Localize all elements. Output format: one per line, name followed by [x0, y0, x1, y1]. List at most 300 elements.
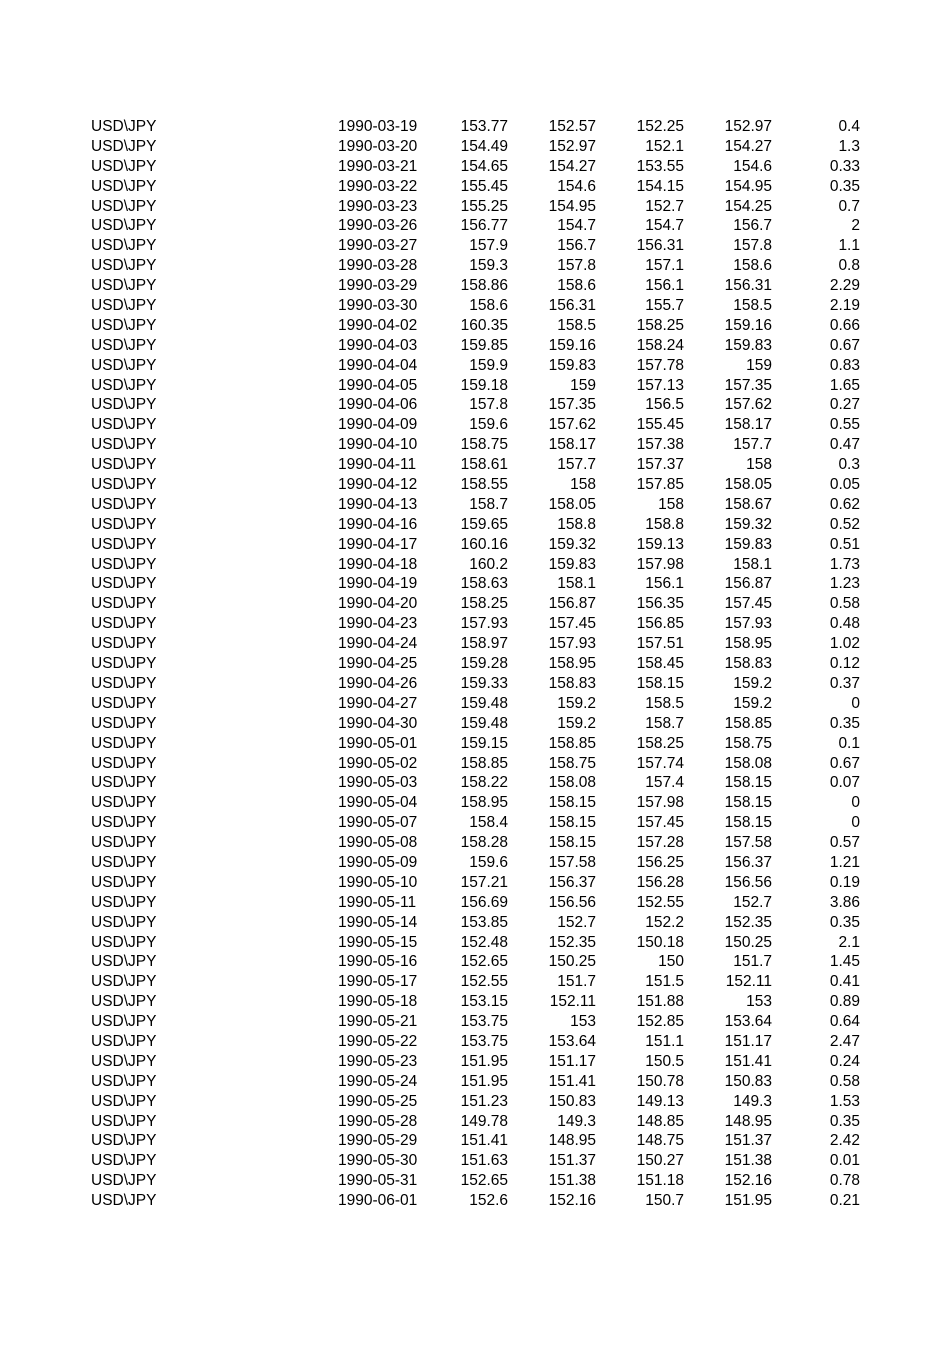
value-cell-5: 0.89 — [829, 993, 860, 1011]
value-cell-4: 157.45 — [724, 595, 772, 613]
value-cell-3: 151.5 — [645, 973, 684, 991]
table-row — [0, 435, 950, 455]
value-cell-5: 0.35 — [829, 714, 860, 732]
value-cell-3: 158.45 — [636, 655, 684, 673]
currency-pair-cell: USD\JPY — [91, 118, 157, 135]
table-row — [0, 972, 950, 992]
value-cell-5: 0.58 — [829, 595, 860, 613]
date-cell: 1990-04-17 — [338, 535, 418, 553]
value-cell-5: 0.1 — [838, 734, 860, 752]
currency-pair-cell: USD\JPY — [91, 873, 157, 891]
value-cell-1: 159.85 — [460, 336, 508, 354]
value-cell-4: 158.15 — [724, 794, 772, 812]
value-cell-4: 156.56 — [724, 873, 772, 891]
table-row — [0, 853, 950, 873]
currency-pair-cell: USD\JPY — [91, 456, 157, 474]
value-cell-3: 155.45 — [636, 416, 684, 434]
date-cell: 1990-05-11 — [338, 893, 417, 911]
table-row — [0, 157, 950, 177]
value-cell-1: 157.93 — [460, 615, 508, 633]
value-cell-3: 155.7 — [645, 297, 684, 315]
table-row — [0, 773, 950, 793]
date-cell: 1990-04-30 — [338, 714, 418, 732]
table-row — [0, 594, 950, 614]
value-cell-5: 0.12 — [829, 655, 860, 673]
value-cell-2: 152.97 — [548, 137, 596, 155]
value-cell-5: 0 — [851, 814, 860, 832]
table-row — [0, 495, 950, 515]
value-cell-5: 1.53 — [829, 1092, 860, 1110]
value-cell-4: 157.62 — [724, 396, 772, 414]
value-cell-5: 0.58 — [829, 1072, 860, 1090]
value-cell-5: 0.7 — [838, 197, 860, 215]
date-cell: 1990-04-16 — [338, 515, 418, 533]
value-cell-1: 151.95 — [460, 1072, 508, 1090]
value-cell-4: 152.11 — [725, 973, 772, 991]
date-cell: 1990-03-20 — [338, 137, 418, 155]
table-row — [0, 1112, 950, 1132]
currency-pair-cell: USD\JPY — [91, 1192, 157, 1210]
currency-pair-cell: USD\JPY — [91, 137, 157, 155]
date-cell: 1990-05-18 — [338, 993, 418, 1011]
value-cell-4: 149.3 — [733, 1092, 772, 1110]
value-cell-1: 158.28 — [460, 834, 508, 852]
value-cell-3: 157.51 — [636, 635, 684, 653]
value-cell-1: 158.95 — [460, 794, 508, 812]
value-cell-5: 0.3 — [838, 456, 860, 474]
value-cell-4: 157.8 — [733, 237, 772, 255]
table-row — [0, 236, 950, 256]
date-cell: 1990-05-23 — [338, 1052, 418, 1070]
value-cell-2: 151.41 — [548, 1072, 596, 1090]
value-cell-3: 157.37 — [636, 456, 684, 474]
value-cell-4: 157.35 — [724, 376, 772, 394]
currency-pair-cell: USD\JPY — [91, 316, 157, 334]
value-cell-1: 160.2 — [469, 555, 508, 573]
value-cell-1: 159.6 — [469, 416, 508, 434]
table-row — [0, 754, 950, 774]
value-cell-1: 156.69 — [460, 893, 508, 911]
currency-pair-cell: USD\JPY — [91, 297, 157, 315]
value-cell-5: 1.65 — [829, 376, 860, 394]
value-cell-3: 158.24 — [636, 336, 684, 354]
date-cell: 1990-04-19 — [338, 575, 418, 593]
date-cell: 1990-03-19 — [338, 118, 418, 135]
value-cell-1: 158.55 — [460, 476, 508, 494]
table-row — [0, 893, 950, 913]
value-cell-4: 158.15 — [724, 774, 772, 792]
value-cell-5: 2.47 — [829, 1032, 860, 1050]
value-cell-3: 158.7 — [645, 714, 684, 732]
table-row — [0, 117, 950, 137]
value-cell-2: 158.08 — [548, 774, 596, 792]
value-cell-3: 157.13 — [636, 376, 684, 394]
table-row — [0, 674, 950, 694]
value-cell-4: 152.97 — [724, 118, 772, 135]
value-cell-1: 152.6 — [469, 1192, 508, 1210]
currency-pair-cell: USD\JPY — [91, 714, 157, 732]
value-cell-4: 157.93 — [724, 615, 772, 633]
value-cell-2: 150.25 — [548, 953, 596, 971]
value-cell-5: 1.45 — [829, 953, 860, 971]
value-cell-1: 151.41 — [460, 1132, 508, 1150]
value-cell-2: 158 — [570, 476, 596, 494]
table-row — [0, 933, 950, 953]
value-cell-5: 2.42 — [829, 1132, 860, 1150]
value-cell-4: 158.15 — [724, 814, 772, 832]
currency-pair-cell: USD\JPY — [91, 794, 157, 812]
value-cell-5: 0.66 — [829, 316, 860, 334]
table-row — [0, 1171, 950, 1191]
date-cell: 1990-03-22 — [338, 177, 418, 195]
date-cell: 1990-05-15 — [338, 933, 418, 951]
value-cell-3: 157.85 — [636, 476, 684, 494]
value-cell-3: 150.78 — [636, 1072, 684, 1090]
table-row — [0, 654, 950, 674]
value-cell-1: 159.65 — [460, 515, 508, 533]
value-cell-3: 156.35 — [636, 595, 684, 613]
value-cell-5: 0.67 — [829, 754, 860, 772]
value-cell-1: 154.49 — [460, 137, 508, 155]
value-cell-5: 2.29 — [829, 277, 860, 295]
date-cell: 1990-04-10 — [338, 436, 418, 454]
date-cell: 1990-04-26 — [338, 674, 418, 692]
value-cell-3: 158.25 — [636, 734, 684, 752]
date-cell: 1990-05-29 — [338, 1132, 418, 1150]
table-row — [0, 376, 950, 396]
table-row — [0, 614, 950, 634]
currency-pair-cell: USD\JPY — [91, 535, 157, 553]
value-cell-1: 158.63 — [460, 575, 508, 593]
table-row — [0, 694, 950, 714]
value-cell-1: 158.85 — [460, 754, 508, 772]
value-cell-4: 158.17 — [724, 416, 772, 434]
value-cell-3: 156.25 — [636, 853, 684, 871]
value-cell-3: 156.1 — [645, 277, 684, 295]
value-cell-1: 158.61 — [460, 456, 508, 474]
table-row — [0, 1072, 950, 1092]
value-cell-5: 2 — [851, 217, 860, 235]
value-cell-1: 154.65 — [460, 157, 508, 175]
currency-pair-cell: USD\JPY — [91, 694, 157, 712]
value-cell-1: 151.63 — [460, 1152, 508, 1170]
table-row — [0, 813, 950, 833]
data-table — [0, 117, 950, 1211]
value-cell-1: 159.6 — [469, 853, 508, 871]
currency-pair-cell: USD\JPY — [91, 376, 157, 394]
value-cell-4: 156.37 — [724, 853, 772, 871]
value-cell-2: 158.05 — [548, 495, 596, 513]
currency-pair-cell: USD\JPY — [91, 356, 157, 374]
value-cell-4: 159.2 — [733, 694, 772, 712]
value-cell-3: 152.1 — [645, 137, 684, 155]
value-cell-5: 0.55 — [829, 416, 860, 434]
value-cell-1: 158.7 — [469, 495, 508, 513]
value-cell-4: 159.32 — [724, 515, 772, 533]
value-cell-2: 159.2 — [557, 714, 596, 732]
value-cell-4: 153.64 — [724, 1013, 772, 1031]
value-cell-4: 152.16 — [724, 1172, 772, 1190]
value-cell-5: 0.78 — [829, 1172, 860, 1190]
value-cell-3: 159.13 — [636, 535, 684, 553]
value-cell-5: 0.62 — [829, 495, 860, 513]
date-cell: 1990-04-05 — [338, 376, 418, 394]
value-cell-2: 148.95 — [548, 1132, 596, 1150]
value-cell-3: 151.1 — [645, 1032, 684, 1050]
table-row — [0, 455, 950, 475]
value-cell-2: 157.58 — [548, 853, 596, 871]
value-cell-2: 157.93 — [548, 635, 596, 653]
value-cell-2: 152.7 — [557, 913, 596, 931]
value-cell-2: 151.37 — [548, 1152, 596, 1170]
value-cell-5: 0.05 — [829, 476, 860, 494]
date-cell: 1990-05-10 — [338, 873, 418, 891]
currency-pair-cell: USD\JPY — [91, 197, 157, 215]
date-cell: 1990-06-01 — [338, 1192, 418, 1210]
table-row — [0, 952, 950, 972]
value-cell-2: 157.45 — [548, 615, 596, 633]
value-cell-3: 158 — [658, 495, 684, 513]
date-cell: 1990-05-17 — [338, 973, 418, 991]
value-cell-1: 153.77 — [460, 118, 508, 135]
date-cell: 1990-05-01 — [338, 734, 418, 752]
value-cell-1: 158.97 — [460, 635, 508, 653]
value-cell-2: 158.5 — [557, 316, 596, 334]
table-row — [0, 197, 950, 217]
currency-pair-cell: USD\JPY — [91, 237, 157, 255]
date-cell: 1990-05-28 — [338, 1112, 418, 1130]
value-cell-3: 158.25 — [636, 316, 684, 334]
value-cell-4: 154.25 — [724, 197, 772, 215]
currency-pair-cell: USD\JPY — [91, 973, 157, 991]
date-cell: 1990-03-29 — [338, 277, 418, 295]
value-cell-5: 0.4 — [838, 118, 860, 135]
currency-pair-cell: USD\JPY — [91, 834, 157, 852]
date-cell: 1990-04-13 — [338, 495, 418, 513]
value-cell-2: 159 — [570, 376, 596, 394]
value-cell-5: 2.1 — [838, 933, 860, 951]
value-cell-2: 158.15 — [548, 794, 596, 812]
currency-pair-cell: USD\JPY — [91, 1112, 157, 1130]
value-cell-3: 157.98 — [636, 555, 684, 573]
value-cell-4: 157.7 — [733, 436, 772, 454]
date-cell: 1990-05-16 — [338, 953, 418, 971]
value-cell-3: 156.28 — [636, 873, 684, 891]
value-cell-1: 153.15 — [460, 993, 508, 1011]
value-cell-3: 152.25 — [636, 118, 684, 135]
value-cell-4: 154.27 — [724, 137, 772, 155]
date-cell: 1990-03-23 — [338, 197, 418, 215]
table-row — [0, 714, 950, 734]
currency-pair-cell: USD\JPY — [91, 515, 157, 533]
value-cell-5: 0.35 — [829, 177, 860, 195]
currency-pair-cell: USD\JPY — [91, 674, 157, 692]
value-cell-5: 0.41 — [829, 973, 860, 991]
currency-pair-cell: USD\JPY — [91, 734, 157, 752]
table-row — [0, 1012, 950, 1032]
value-cell-5: 0.07 — [829, 774, 860, 792]
currency-pair-cell: USD\JPY — [91, 1092, 157, 1110]
table-row — [0, 873, 950, 893]
value-cell-5: 0.57 — [829, 834, 860, 852]
value-cell-2: 159.83 — [548, 356, 596, 374]
value-cell-4: 158.05 — [724, 476, 772, 494]
value-cell-4: 158.67 — [724, 495, 772, 513]
value-cell-3: 156.5 — [645, 396, 684, 414]
value-cell-4: 159.16 — [724, 316, 772, 334]
date-cell: 1990-05-08 — [338, 834, 418, 852]
date-cell: 1990-04-27 — [338, 694, 418, 712]
value-cell-5: 0.19 — [829, 873, 860, 891]
date-cell: 1990-05-14 — [338, 913, 418, 931]
date-cell: 1990-05-02 — [338, 754, 418, 772]
value-cell-5: 0.33 — [829, 157, 860, 175]
value-cell-5: 0.47 — [829, 436, 860, 454]
value-cell-1: 159.18 — [460, 376, 508, 394]
value-cell-1: 157.21 — [460, 873, 508, 891]
value-cell-3: 150.18 — [636, 933, 684, 951]
currency-pair-cell: USD\JPY — [91, 1052, 157, 1070]
value-cell-3: 150.27 — [636, 1152, 684, 1170]
value-cell-1: 153.75 — [460, 1013, 508, 1031]
currency-pair-cell: USD\JPY — [91, 217, 157, 235]
value-cell-3: 158.15 — [636, 674, 684, 692]
value-cell-1: 158.6 — [469, 297, 508, 315]
value-cell-3: 158.8 — [645, 515, 684, 533]
value-cell-1: 152.65 — [460, 953, 508, 971]
table-row — [0, 316, 950, 336]
table-row — [0, 634, 950, 654]
table-row — [0, 535, 950, 555]
date-cell: 1990-04-04 — [338, 356, 418, 374]
value-cell-4: 151.95 — [724, 1192, 772, 1210]
value-cell-2: 158.83 — [548, 674, 596, 692]
value-cell-4: 153 — [746, 993, 772, 1011]
value-cell-5: 0.27 — [829, 396, 860, 414]
currency-pair-cell: USD\JPY — [91, 615, 157, 633]
value-cell-1: 159.9 — [469, 356, 508, 374]
value-cell-1: 160.35 — [460, 316, 508, 334]
currency-pair-cell: USD\JPY — [91, 814, 157, 832]
value-cell-4: 159.83 — [724, 535, 772, 553]
value-cell-1: 155.25 — [460, 197, 508, 215]
value-cell-2: 159.16 — [548, 336, 596, 354]
date-cell: 1990-04-23 — [338, 615, 418, 633]
date-cell: 1990-05-03 — [338, 774, 418, 792]
value-cell-2: 149.3 — [557, 1112, 596, 1130]
value-cell-4: 158.85 — [724, 714, 772, 732]
value-cell-2: 159.2 — [557, 694, 596, 712]
value-cell-5: 0.21 — [829, 1192, 860, 1210]
value-cell-1: 160.16 — [460, 535, 508, 553]
value-cell-4: 151.41 — [724, 1052, 772, 1070]
value-cell-5: 2.19 — [829, 297, 860, 315]
date-cell: 1990-05-24 — [338, 1072, 418, 1090]
value-cell-5: 1.1 — [838, 237, 860, 255]
value-cell-5: 0.64 — [829, 1013, 860, 1031]
value-cell-2: 156.31 — [548, 297, 596, 315]
currency-pair-cell: USD\JPY — [91, 575, 157, 593]
table-row — [0, 992, 950, 1012]
currency-pair-cell: USD\JPY — [91, 953, 157, 971]
value-cell-1: 153.75 — [460, 1032, 508, 1050]
table-row — [0, 1191, 950, 1211]
value-cell-5: 0.48 — [829, 615, 860, 633]
value-cell-3: 152.85 — [636, 1013, 684, 1031]
table-row — [0, 515, 950, 535]
value-cell-4: 150.83 — [724, 1072, 772, 1090]
table-row — [0, 137, 950, 157]
currency-pair-cell: USD\JPY — [91, 1013, 157, 1031]
value-cell-3: 152.7 — [645, 197, 684, 215]
value-cell-2: 153 — [570, 1013, 596, 1031]
value-cell-4: 152.35 — [724, 913, 772, 931]
value-cell-3: 157.74 — [636, 754, 684, 772]
value-cell-1: 159.28 — [460, 655, 508, 673]
value-cell-2: 158.85 — [548, 734, 596, 752]
value-cell-1: 159.33 — [460, 674, 508, 692]
value-cell-1: 159.48 — [460, 714, 508, 732]
value-cell-5: 0.37 — [829, 674, 860, 692]
date-cell: 1990-05-25 — [338, 1092, 418, 1110]
currency-pair-cell: USD\JPY — [91, 1172, 157, 1190]
value-cell-4: 158.1 — [733, 555, 772, 573]
table-row — [0, 734, 950, 754]
table-row — [0, 555, 950, 575]
value-cell-4: 158.08 — [724, 754, 772, 772]
value-cell-3: 156.85 — [636, 615, 684, 633]
value-cell-2: 152.11 — [549, 993, 596, 1011]
date-cell: 1990-05-30 — [338, 1152, 418, 1170]
value-cell-1: 156.77 — [460, 217, 508, 235]
table-row — [0, 1052, 950, 1072]
date-cell: 1990-05-31 — [338, 1172, 418, 1190]
value-cell-3: 157.1 — [645, 257, 684, 275]
table-row — [0, 216, 950, 236]
value-cell-5: 0.8 — [838, 257, 860, 275]
value-cell-2: 156.37 — [548, 873, 596, 891]
value-cell-2: 157.8 — [557, 257, 596, 275]
value-cell-4: 156.7 — [733, 217, 772, 235]
value-cell-5: 0.52 — [829, 515, 860, 533]
value-cell-2: 159.32 — [548, 535, 596, 553]
value-cell-1: 158.22 — [460, 774, 508, 792]
table-row — [0, 356, 950, 376]
value-cell-4: 151.38 — [724, 1152, 772, 1170]
date-cell: 1990-03-21 — [338, 157, 418, 175]
value-cell-4: 158.83 — [724, 655, 772, 673]
value-cell-2: 158.95 — [548, 655, 596, 673]
value-cell-5: 0.67 — [829, 336, 860, 354]
value-cell-3: 154.7 — [645, 217, 684, 235]
table-row — [0, 276, 950, 296]
value-cell-3: 157.78 — [636, 356, 684, 374]
date-cell: 1990-04-25 — [338, 655, 418, 673]
currency-pair-cell: USD\JPY — [91, 595, 157, 613]
value-cell-2: 150.83 — [548, 1092, 596, 1110]
value-cell-4: 159 — [746, 356, 772, 374]
value-cell-3: 150.7 — [645, 1192, 684, 1210]
currency-pair-cell: USD\JPY — [91, 774, 157, 792]
value-cell-2: 158.1 — [557, 575, 596, 593]
date-cell: 1990-04-24 — [338, 635, 418, 653]
value-cell-4: 152.7 — [733, 893, 772, 911]
value-cell-4: 150.25 — [724, 933, 772, 951]
value-cell-1: 159.15 — [460, 734, 508, 752]
value-cell-5: 1.21 — [829, 853, 860, 871]
value-cell-4: 156.87 — [724, 575, 772, 593]
currency-pair-cell: USD\JPY — [91, 635, 157, 653]
